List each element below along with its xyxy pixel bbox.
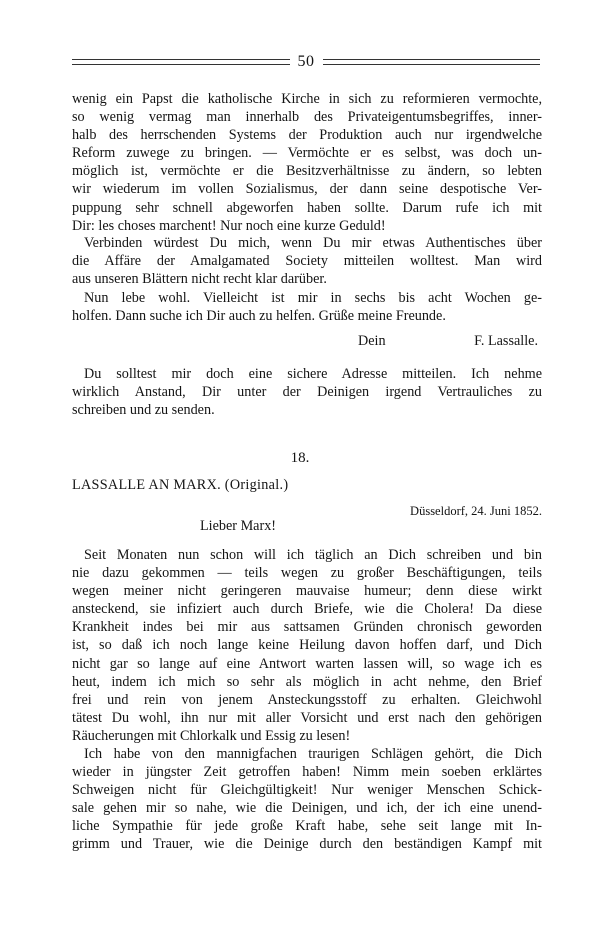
paragraph-farewell — [72, 289, 542, 325]
text-line: schreiben und zu senden. — [72, 402, 215, 419]
page-number: 50 — [297, 53, 315, 70]
text-line: so wenig vermag man innerhalb des Privateigentumsbegriffes, inner- — [72, 109, 542, 126]
text-line: Verbinden würdest Du mich, wenn Du mir etwas Authentisches über — [84, 235, 542, 251]
text-line: holfen. Dann suche ich Dir auch zu helfen. Grüße meine Freunde. — [72, 308, 446, 325]
paragraph-papst — [72, 90, 542, 235]
text-line: ansteckend, sie infiziert auch durch Briefe, wie die Cholera! Da diese — [72, 601, 542, 618]
text-line: Krankheit indes bei mir aus sattsamen Gründen chronisch geworden — [72, 619, 542, 636]
paragraph-cholera — [72, 546, 542, 745]
paragraph-schlaege — [72, 745, 542, 854]
text-line: puppung sehr schnell abgeworfen haben sollte. Darum rufe ich mit — [72, 199, 542, 216]
text-line: wieder in jüngster Zeit getroffen haben! Nimm mein soeben erklärtes — [72, 764, 542, 781]
text-line: wenig ein Papst die katholische Kirche in sich zu reformieren vermochte, — [72, 91, 542, 107]
text-line: Schweigen nicht für Gleichgültigkeit! Nur weniger Menschen Schick- — [72, 782, 542, 799]
text-line: frei und rein von jenem Ansteckungsstoff zu erhalten. Gleichwohl — [72, 691, 542, 708]
text-line: Dir: les choses marchent! Nur noch eine kurze Geduld! — [72, 217, 386, 234]
text-line: aus unseren Blättern nicht recht klar darüber. — [72, 271, 327, 288]
text-line: nicht gar so lange auf eine Antwort warten lassen will, so wage ich es — [72, 655, 542, 672]
paragraph-amalgamated — [72, 234, 542, 288]
text-line: liche Sympathie für jede große Kraft habe, sehe seit lange mit In- — [72, 818, 542, 835]
postscript — [72, 365, 542, 419]
section-number: 18. — [290, 450, 310, 466]
text-line: Du solltest mir doch eine sichere Adresse mitteilen. Ich nehme — [84, 366, 542, 382]
text-line: ist, so daß ich noch lange keine Heilung davon hoffen darf, und Dich — [72, 637, 542, 654]
text-line: heut, indem ich mich so sehr als möglich in acht nehme, den Brief — [72, 673, 542, 690]
salutation: Lieber Marx! — [200, 518, 277, 534]
text-line: die Affäre der Amalgamated Society mitteilen wolltest. Man wird — [72, 253, 542, 270]
text-line: wir wiederum im vollen Sozialismus, der dann seine despotische Ver- — [72, 181, 542, 198]
text-line: Seit Monaten nun schon will ich täglich an Dich schreiben und bin — [84, 547, 542, 563]
signature-closing: Dein — [358, 333, 386, 349]
text-line: Reform zuwege zu bringen. — Vermöchte er es selbst, was doch un- — [72, 145, 542, 162]
signature — [72, 332, 542, 351]
text-line: halb des herrschenden Systems der Produktion auch nur irgendwelche — [72, 127, 542, 144]
text-line: grimm und Trauer, wie die Deinige durch den beständigen Kampf mit — [72, 836, 542, 853]
text-line: wegen meiner nicht geringeren mauvaise humeur; denn diese wirkt — [72, 583, 542, 600]
text-line: tätest Du wohl, ihn nur mit aller Vorsicht und erst nach den gehörigen — [72, 709, 542, 726]
text-line: möglich ist, vermöchte er die Besitzverhältnisse zu ändern, so lebten — [72, 163, 542, 180]
letter-heading: LASSALLE AN MARX. (Original.) — [72, 477, 289, 493]
text-line: sale gehen mir so nahe, wie die Deinigen, und ich, der ich eine unend- — [72, 800, 542, 817]
signature-name: F. Lassalle. — [474, 333, 538, 349]
text-line: Ich habe von den mannigfachen traurigen Schlägen gehört, die Dich — [84, 746, 542, 762]
text-line: Räucherungen mit Chlorkalk und Essig zu lesen! — [72, 727, 351, 744]
text-line: wirklich Anstand, Dir unter der Deinigen irgend Vertrauliches zu — [72, 384, 542, 401]
text-line: Nun lebe wohl. Vielleicht ist mir in sechs bis acht Wochen ge- — [84, 290, 542, 306]
header-rule-left — [72, 59, 290, 65]
place-date: Düsseldorf, 24. Juni 1852. — [410, 504, 542, 518]
page-header — [72, 50, 540, 74]
header-rule-right — [323, 59, 541, 65]
text-line: nie dazu gekommen — teils wegen zu großer Beschäftigungen, teils — [72, 565, 542, 582]
